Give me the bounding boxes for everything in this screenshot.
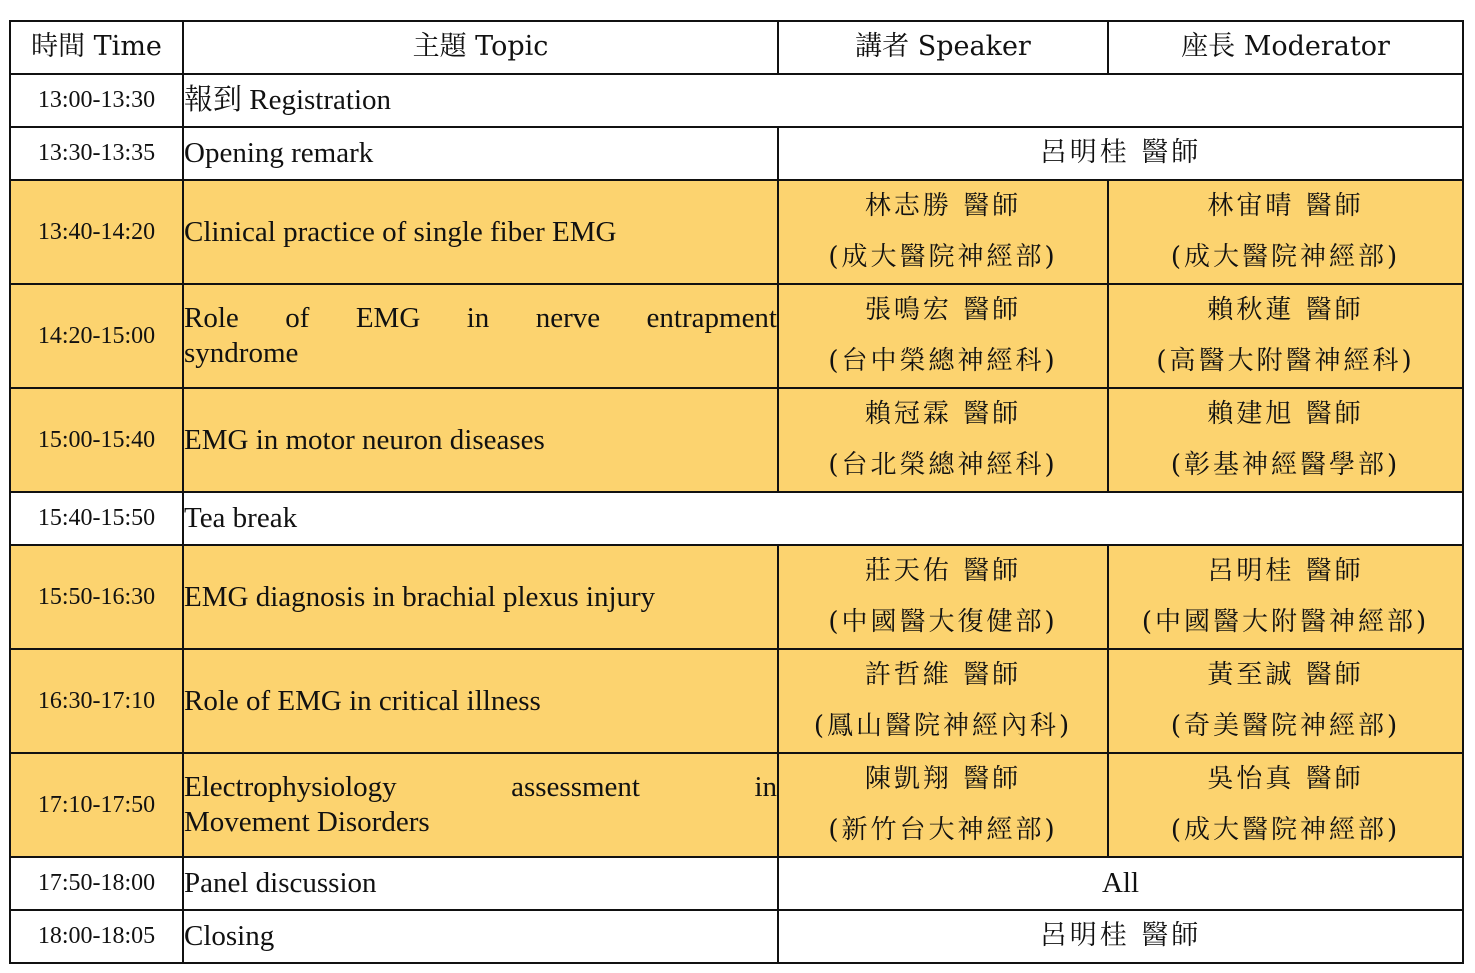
- topic-line-2: Movement Disorders: [184, 806, 430, 838]
- speaker-cell: All: [778, 857, 1463, 910]
- speaker-dept: (台北榮總神經科): [828, 450, 1058, 480]
- header-time: 時間 Time: [10, 21, 183, 74]
- table-row: [10, 545, 1463, 649]
- time-cell: 13:30-13:35: [10, 127, 183, 180]
- topic-cell: Clinical practice of single fiber EMG: [183, 180, 778, 284]
- table-row: [10, 284, 1463, 388]
- table-row: [10, 492, 1463, 545]
- table-row: [10, 910, 1463, 963]
- topic-line-2: syndrome: [184, 337, 299, 369]
- speaker-cell: [778, 545, 1108, 649]
- topic-cell: Panel discussion: [183, 857, 778, 910]
- speaker-cell: 呂明桂 醫師: [778, 910, 1463, 963]
- moderator-dept: (彰基神經醫學部): [1170, 450, 1401, 480]
- moderator-cell: [1108, 284, 1463, 388]
- moderator-dept: (高醫大附醫神經科): [1156, 346, 1415, 376]
- time-cell: 15:50-16:30: [10, 545, 183, 649]
- moderator-name: 呂明桂 醫師: [1207, 556, 1364, 586]
- speaker-cell: [778, 649, 1108, 753]
- moderator-dept: (中國醫大附醫神經部): [1141, 607, 1430, 637]
- table-row: [10, 74, 1463, 127]
- topic-cell: Opening remark: [183, 127, 778, 180]
- schedule-table: [9, 20, 1464, 964]
- time-cell: 15:00-15:40: [10, 388, 183, 492]
- speaker-cell: [778, 388, 1108, 492]
- time-cell: 17:10-17:50: [10, 753, 183, 857]
- moderator-dept: (成大醫院神經部): [1170, 815, 1401, 845]
- topic-line-1: Role of EMG in nerve entrapment: [184, 302, 777, 335]
- speaker-name: 莊天佑 醫師: [864, 556, 1022, 586]
- moderator-cell: [1108, 545, 1463, 649]
- speaker-name: 陳凱翔 醫師: [864, 764, 1022, 794]
- speaker-dept: (新竹台大神經部): [828, 815, 1058, 845]
- header-speaker: 講者 Speaker: [778, 21, 1108, 74]
- topic-cell: [183, 284, 778, 388]
- moderator-name: 林宙晴 醫師: [1207, 191, 1364, 221]
- table-row: [10, 388, 1463, 492]
- table-row: [10, 127, 1463, 180]
- moderator-dept: (奇美醫院神經部): [1170, 711, 1401, 741]
- moderator-name: 賴秋蓮 醫師: [1207, 295, 1364, 325]
- time-cell: 17:50-18:00: [10, 857, 183, 910]
- speaker-cell: [778, 753, 1108, 857]
- table-row: [10, 180, 1463, 284]
- header-topic: 主題 Topic: [183, 21, 778, 74]
- speaker-dept: (中國醫大復健部): [828, 607, 1058, 637]
- time-cell: 14:20-15:00: [10, 284, 183, 388]
- speaker-dept: (台中榮總神經科): [828, 346, 1058, 376]
- time-cell: 16:30-17:10: [10, 649, 183, 753]
- time-cell: 13:40-14:20: [10, 180, 183, 284]
- moderator-cell: [1108, 649, 1463, 753]
- topic-cell: EMG diagnosis in brachial plexus injury: [183, 545, 778, 649]
- speaker-name: 張鳴宏 醫師: [864, 295, 1022, 325]
- moderator-name: 黃至誠 醫師: [1207, 660, 1364, 690]
- topic-cell: Role of EMG in critical illness: [183, 649, 778, 753]
- topic-cell: [183, 753, 778, 857]
- moderator-dept: (成大醫院神經部): [1170, 242, 1401, 272]
- speaker-name: 賴冠霖 醫師: [864, 399, 1022, 429]
- topic-cell: 報到 Registration: [183, 74, 1463, 127]
- moderator-name: 吳怡真 醫師: [1207, 764, 1364, 794]
- moderator-cell: [1108, 753, 1463, 857]
- table-row: [10, 753, 1463, 857]
- speaker-dept: (成大醫院神經部): [828, 242, 1058, 272]
- topic-cell: Closing: [183, 910, 778, 963]
- topic-cell: Tea break: [183, 492, 1463, 545]
- moderator-cell: [1108, 388, 1463, 492]
- moderator-cell: [1108, 180, 1463, 284]
- speaker-cell: [778, 284, 1108, 388]
- table-row: [10, 857, 1463, 910]
- speaker-cell: [778, 180, 1108, 284]
- header-moderator: 座長 Moderator: [1108, 21, 1463, 74]
- time-cell: 15:40-15:50: [10, 492, 183, 545]
- topic-line-1: Electrophysiology assessment in: [184, 771, 777, 804]
- speaker-dept: (鳳山醫院神經內科): [813, 711, 1073, 741]
- header-row: [10, 21, 1463, 74]
- table-row: [10, 649, 1463, 753]
- topic-cell: EMG in motor neuron diseases: [183, 388, 778, 492]
- speaker-cell: 呂明桂 醫師: [778, 127, 1463, 180]
- speaker-name: 許哲維 醫師: [864, 660, 1022, 690]
- time-cell: 18:00-18:05: [10, 910, 183, 963]
- time-cell: 13:00-13:30: [10, 74, 183, 127]
- speaker-name: 林志勝 醫師: [864, 191, 1022, 221]
- moderator-name: 賴建旭 醫師: [1207, 399, 1364, 429]
